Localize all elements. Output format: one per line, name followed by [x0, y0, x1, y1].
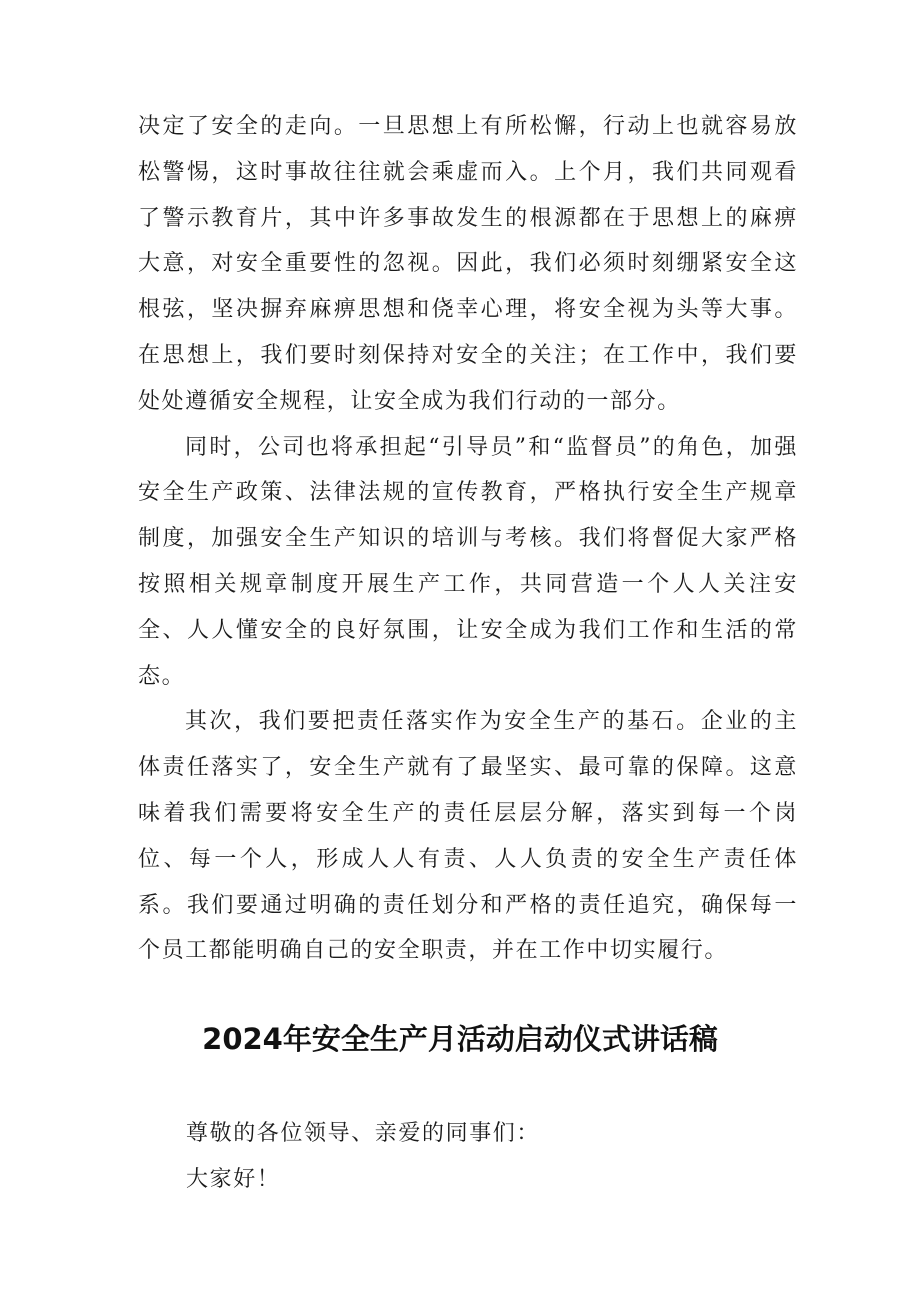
- paragraph-2: 同时，公司也将承担起“引导员”和“监督员”的角色，加强安全生产政策、法律法规的宣传教育，严格执行安全生产规章制度，加强安全生产知识的培训与考核。我们将督促大家严格按照相关规章制度开展生产工作，共同营造一个人人关注安全、人人懂安全的良好氛围，让安全成为我们工作和生活的常态。: [138, 434, 798, 689]
- paragraph-1: 决定了安全的走向。一旦思想上有所松懈，行动上也就容易放松警惕，这时事故往往就会乘虚而入。上个月，我们共同观看了警示教育片，其中许多事故发生的根源都在于思想上的麻痹大意，对安全重要性的忽视。因此，我们必须时刻绷紧安全这根弦，坚决摒弃麻痹思想和侥幸心理，将安全视为头等大事。在思想上，我们要时刻保持对安全的关注；在工作中，我们要处处遵循安全规程，让安全成为我们行动的一部分。: [138, 114, 798, 414]
- greeting: 大家好！: [186, 1167, 281, 1192]
- body-text: [138, 104, 798, 974]
- speech-title: 2024年安全生产月活动启动仪式讲话稿: [202, 1022, 718, 1056]
- salutation: 尊敬的各位领导、亲爱的同事们：: [186, 1121, 541, 1146]
- paragraph-3: 其次，我们要把责任落实作为安全生产的基石。企业的主体责任落实了，安全生产就有了最坚实、最可靠的保障。这意味着我们需要将安全生产的责任层层分解，落实到每一个岗位、每一个人，形成人人有责、人人负责的安全生产责任体系。我们要通过明确的责任划分和严格的责任追究，确保每一个员工都能明确自己的安全职责，并在工作中切实履行。: [138, 709, 798, 964]
